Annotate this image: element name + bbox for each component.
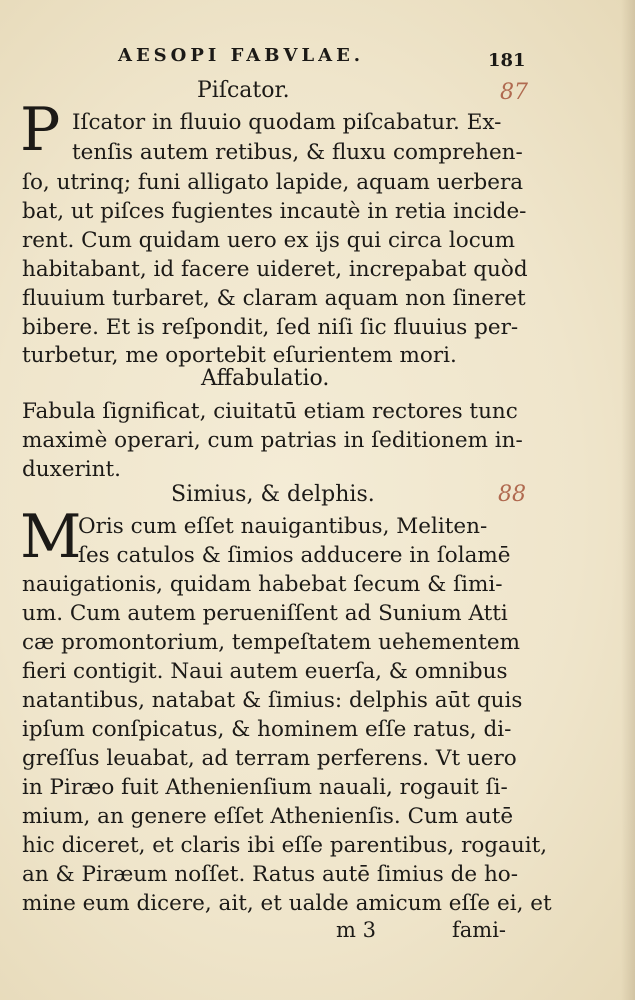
text-line: mium, an genere eſſet Athenienſis. Cum autē <box>22 804 514 829</box>
catchword: fami- <box>452 918 507 942</box>
signature-mark: m 3 <box>336 918 376 942</box>
text-line: um. Cum autem perueniſſent ad Sunium Atti <box>22 601 508 626</box>
drop-capital: P <box>20 95 61 165</box>
fable-title: Piſcator. <box>197 78 290 103</box>
text-line: turbetur, me oportebit eſurientem mori. <box>22 343 457 368</box>
text-line: fluuium turbaret, & claram aquam non ſineret <box>22 286 526 311</box>
text-line: bat, ut piſces fugientes incautè in retia incide- <box>22 199 527 224</box>
text-line: hic diceret, et claris ibi eſſe parentibus, rogauit, <box>22 833 548 858</box>
handwritten-fable-number: 88 <box>498 482 526 507</box>
running-title: AESOPI FABVLAE. <box>118 45 365 66</box>
text-line: tenſis autem retibus, & fluxu comprehen- <box>72 140 523 165</box>
text-line: habitabant, id facere uideret, increpabat quòd <box>22 257 528 282</box>
drop-capital: M <box>20 502 82 572</box>
page-edge-shadow <box>621 0 635 1000</box>
text-line: in Piræo fuit Athenienſium nauali, rogauit ſi- <box>22 775 508 800</box>
text-line: mine eum dicere, ait, et ualde amicum eſſe ei, et <box>22 891 552 916</box>
text-line: ſes catulos & ſimios adducere in ſolamē <box>78 543 511 568</box>
text-line: ſo, utrinq; funi alligato lapide, aquam uerbera <box>22 170 524 195</box>
text-line: cæ promontorium, tempeſtatem uehementem <box>22 630 520 655</box>
text-line: nauigationis, quidam habebat ſecum & ſimi- <box>22 572 503 597</box>
text-line: Oris cum eſſet nauigantibus, Meliten- <box>78 514 488 539</box>
text-line: greſſus leuabat, ad terram perferens. Vt uero <box>22 746 517 771</box>
text-line: ipſum conſpicatus, & hominem eſſe ratus, di- <box>22 717 512 742</box>
text-line: bibere. Et is reſpondit, ſed niſi ſic fluuius per- <box>22 315 519 340</box>
text-line: rent. Cum quidam uero ex ijs qui circa locum <box>22 228 515 253</box>
page-number: 181 <box>488 50 526 71</box>
moral-line: duxerint. <box>22 457 121 482</box>
moral-line: maximè operari, cum patrias in ſeditionem in- <box>22 428 523 453</box>
text-line: Iſcator in fluuio quodam piſcabatur. Ex- <box>72 110 502 135</box>
text-line: an & Piræum noſſet. Ratus autē ſimius de ho- <box>22 862 519 887</box>
text-line: natantibus, natabat & ſimius: delphis aūt quis <box>22 688 523 713</box>
moral-heading: Affabulatio. <box>201 366 330 391</box>
handwritten-fable-number: 87 <box>500 80 528 105</box>
fable-title: Simius, & delphis. <box>171 482 375 507</box>
text-line: fieri contigit. Naui autem euerſa, & omnibus <box>22 659 508 684</box>
moral-line: Fabula ſignificat, ciuitatū etiam rectores tunc <box>22 399 518 424</box>
